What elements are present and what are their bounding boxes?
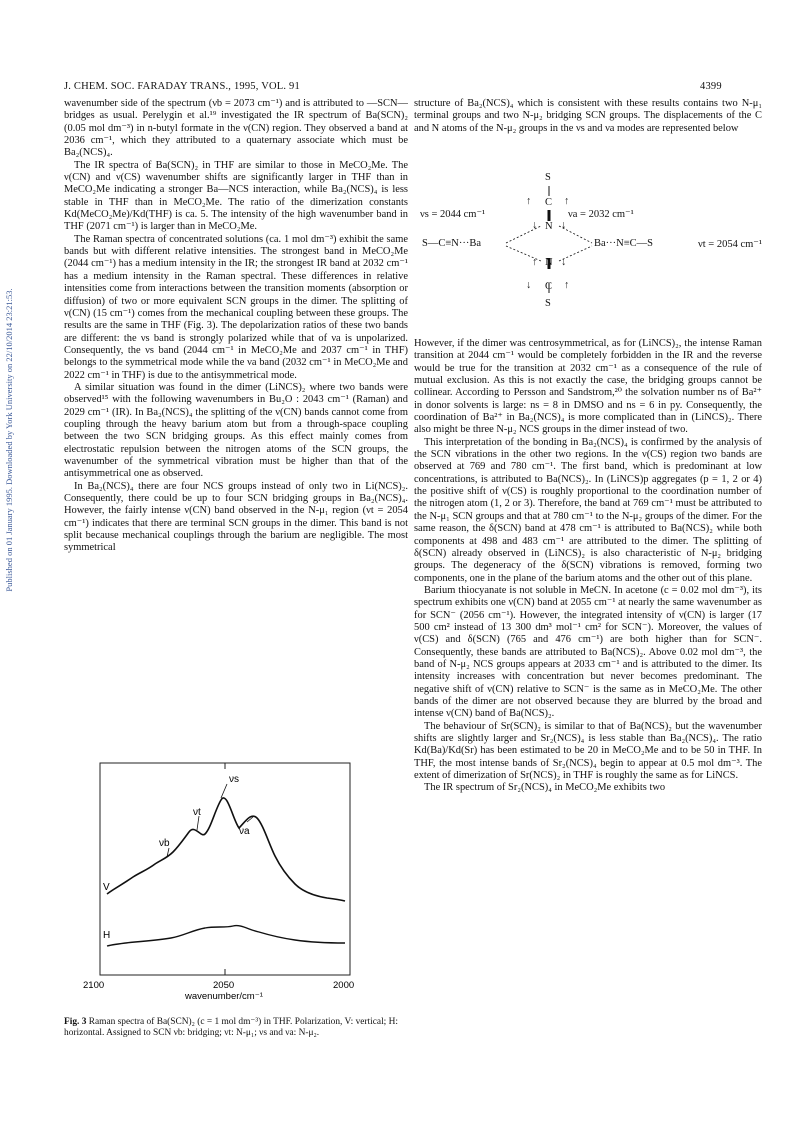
figure-caption xyxy=(64,1017,408,1039)
label-h: H xyxy=(103,930,111,941)
arrow-down-icon: ↓ xyxy=(526,280,532,291)
caption-label: Fig. 3 xyxy=(64,1017,87,1027)
paragraph: The IR spectra of Ba(SCN)₂ in THF are similar to those in MeCO₂Me. The ν(CN) and ν(CS) wavenumber shifts are significantly larger in THF than in MeCO₂Me indicating a stronger Ba—NCS interaction, while Ba₂(NCS)₄ is less stable in THF than in MeCO₂Me. The ratio of the dimerization constants Kd(MeCO₂Me)/Kd(THF) is ca. 5. The intensity of the high wavenumber band in THF (2071 cm⁻¹) is larger than in MeCO₂Me. xyxy=(64,159,408,233)
label-vt: νt xyxy=(193,807,201,818)
paragraph: The IR spectrum of Sr₂(NCS)₄ in MeCO₂Me exhibits two xyxy=(424,782,666,794)
download-notice-link[interactable]: Published on 01 January 1995. Downloaded by York University on 22/10/2014 23:21:53. xyxy=(4,288,14,592)
paragraph: In Ba₂(NCS)₄ there are four NCS groups instead of only two in Li(NCS)₂. Consequently, there could be up to four SCN bridging groups in Ba₂(NCS)₄. However, the fairly intense ν(CN) band observed in the N-μ₁ region (νt = 2054 cm⁻¹) indicates that there are terminal SCN groups in the dimer. This band is not split because mechanical couplings through the barium are negligible. The most symmetrical xyxy=(64,480,408,554)
vs-label: νs = 2044 cm⁻¹ xyxy=(420,209,486,220)
atom-n-bottom: N xyxy=(545,257,553,268)
right-chain: Ba···N≡C—S xyxy=(594,238,654,249)
paragraph: This interpretation of the bonding in Ba₂(NCS)₄ is confirmed by the analysis of the SCN vibrations in the other two regions. In the ν(CS) region two bands are observed at 769 and 780 cm⁻¹. The first band, which is predominant at low concentrations, is attributed to Ba(NCS)₂. In (LiNCS)p aggregates (p = 1, 2 or 4) the positive shift of ν(CS) is roughly proportional to the coordination number of the nitrogen atom (1, 2 or 3). Therefore, the band at 769 cm⁻¹ must be attributed to the N-μ₁ SCN groups and that at 780 cm⁻¹ to the N-μ₂ groups of the dimer. For the same reason, the δ(SCN) band at 478 cm⁻¹ is attributed to Ba(NCS)₂ while both components at 498 and 483 cm⁻¹ are attributed to the dimer. The splitting of δ(SCN) already observed in (LiNCS)₂ is also characteristic of N-μ₂ bridging groups. The degeneracy of the δ(SCN) vibrations is removed, forming two components, one in the plane of the barium atoms and the other out of this plane. xyxy=(414,436,762,584)
atom-s-bottom: S xyxy=(545,298,551,309)
atom-s-top: S xyxy=(545,172,551,183)
spectrum-h-curve xyxy=(107,926,345,946)
raman-plot xyxy=(75,760,365,1000)
label-va: νa xyxy=(239,826,250,837)
arrow-up-icon: ↑ xyxy=(532,257,538,268)
label-vs: νs xyxy=(229,774,239,785)
right-column xyxy=(414,338,762,795)
raman-figure xyxy=(75,760,365,1000)
download-notice xyxy=(2,180,16,700)
x-tick-label: 2050 xyxy=(213,980,235,991)
x-axis-label: wavenumber/cm⁻¹ xyxy=(185,991,263,1000)
label-v: V xyxy=(103,882,110,893)
journal-header: J. CHEM. SOC. FARADAY TRANS., 1995, VOL. 91 xyxy=(64,81,300,92)
paragraph: The behaviour of Sr(SCN)₂ is similar to that of Ba(NCS)₂ but the wavenumber shifts are slightly larger and Sr₂(NCS)₄ is less stable than Ba₂(NCS)₄. The ratio Kd(Ba)/Kd(Sr) has been estimated to be 20 in MeCO₂Me and to be 50 in THF. In THF, the most intense bands of Sr₂(NCS)₄ begin to appear at 0.5 mol dm⁻³. The extent of dimerization of Sr(NCS)₂ in THF is roughly the same as for LiNCS. xyxy=(414,720,762,782)
paragraph: However, if the dimer was centrosymmetrical, as for (LiNCS)₂, the intense Raman transition at 2044 cm⁻¹ would be completely forbidden in the IR and the reverse would be true for the transition at 2032 cm⁻¹ as a consequence of the rule of mutual exclusion. As this is not exactly the case, the bridging groups cannot be collinear. According to Persson and Sandstrom,²⁰ the solvation number ns of Ba²⁺ in donor solvents is large: ns = 8 in DMSO and ns = 6 in py. Consequently, the coordination of Ba²⁺ in Ba₂(NCS)₄ is more complicated than in (LiNCS)₂. There also might be three N-μ₂ NCS groups in the dimer instead of two. xyxy=(414,338,762,436)
paragraph: The Raman spectra of concentrated solutions (ca. 1 mol dm⁻³) exhibit the same bands but with different relative intensities. The strongest band in MeCO₂Me (2044 cm⁻¹) has a medium intensity in the IR; the strongest IR band at 2032 cm⁻¹ has a medium intensity in the Raman spectral. These differences in relative intensities come from interactions between the transition moments (absorption or diffusion) of two or more equivalent SCN groups in the dimer. The splitting of ν(CN) (15 cm⁻¹) comes from the mechanical coupling between these groups. The results are the same in THF (Fig. 3). The depolarization ratios of these two bands are different: the νs band is strongly polarized while that of νa is unpolarized. Consequently, the νs band (2044 cm⁻¹ in MeCO₂Me and 2037 cm⁻¹ in THF) belongs to the symmetrical mode while the νa band (2032 cm⁻¹ in MeCO₂Me and 2022 cm⁻¹ in THF) is due to the antisymmetrical mode. xyxy=(64,233,408,381)
atom-n-top: N xyxy=(545,221,553,232)
paragraph: Barium thiocyanate is not soluble in MeCN. In acetone (c = 0.02 mol dm⁻³), its spectrum exhibits one ν(CN) band at 2055 cm⁻¹ at nearly the same wavenumber as for SCN⁻ (2056 cm⁻¹). However, the integrated intensity of ν(CN) is larger (17 500 cm² instead of 13 300 dm³ mol⁻¹ cm² for SCN⁻). Moreover, the values of ν(CS) and δ(SCN) (765 and 476 cm⁻¹) are both higher than for SCN⁻. Consequently, these bands are attributed to Ba(NCS)₂. Above 0.02 mol dm⁻³, the band of N-μ₂ NCS groups appears at 2033 cm⁻¹ and is attributed to the dimer. Its intensity increases with concentration but never becomes predominant. The negative shift of ν(CN) relative to SCN⁻ is the same as in MeCO₂Me. The other bands of the dimer are not observed because they are blurred by the broad and intense ν(CN) band of Ba(NCS)₂. xyxy=(414,584,762,720)
arrow-down-icon: ↓ xyxy=(532,220,538,231)
paragraph: structure of Ba₂(NCS)₄ which is consistent with these results contains two N-μ₁ terminal groups and two N-μ₂ bridging SCN groups. The displacements of the C and N atoms of the N-μ₂ groups in the νs and νa modes are represented below xyxy=(414,98,762,134)
page-number: 4399 xyxy=(700,81,722,92)
spectrum-v-curve xyxy=(107,798,345,901)
paragraph: wavenumber side of the spectrum (νb = 2073 cm⁻¹) and is attributed to —SCN— bridges as usual. Perelygin et al.¹⁹ investigated the IR spectrum of Ba(SCN)₂ (0.05 mol dm⁻³) in n-butyl formate in the ν(CN) region. They observed a band at 2036 cm⁻¹, which they attributed to a quaternary associate which must be Ba₂(NCS)₄. xyxy=(64,98,408,159)
left-chain: S—C≡N···Ba xyxy=(422,238,482,249)
arrow-down-icon: ↓ xyxy=(561,220,567,231)
left-column xyxy=(64,98,408,555)
arrow-up-icon: ↑ xyxy=(526,196,532,207)
caption-text: Raman spectra of Ba(SCN)₂ (c = 1 mol dm⁻³) in THF. Polarization, V: vertical; H: horizontal. Assigned to SCN νb: bridging; νt: N-μ₁; νs and νa: N-μ₂. xyxy=(64,1017,399,1039)
label-vb: νb xyxy=(159,838,170,849)
x-tick-label: 2100 xyxy=(83,980,105,991)
arrow-up-icon: ↑ xyxy=(564,196,570,207)
atom-c-bottom: C xyxy=(545,281,553,292)
atom-c-top: C xyxy=(545,197,553,208)
va-label: νa = 2032 cm⁻¹ xyxy=(568,209,634,220)
vt-label: νt = 2054 cm⁻¹ xyxy=(698,239,762,250)
bonding-scheme xyxy=(414,166,762,326)
right-column-top xyxy=(414,98,762,135)
arrow-up-icon: ↑ xyxy=(564,280,570,291)
arrow-down-icon: ↓ xyxy=(561,257,567,268)
paragraph: A similar situation was found in the dimer (LiNCS)₂ where two bands were observed¹⁵ with the following wavenumbers in Bu₂O : 2043 cm⁻¹ (Raman) and 2029 cm⁻¹ (IR). In Ba₂(NCS)₄ the splitting of the ν(CN) bands cannot come from coupling through the heavy barium atom but from a through-space coupling between the two SCN bridging groups. As this effect mainly comes from electrostatic repulsion between the nitrogen atoms of the SCN groups, the wavenumber of the symmetrical vibration must be higher than that of the antisymmetrical one as observed. xyxy=(64,381,408,480)
x-tick-label: 2000 xyxy=(333,980,355,991)
